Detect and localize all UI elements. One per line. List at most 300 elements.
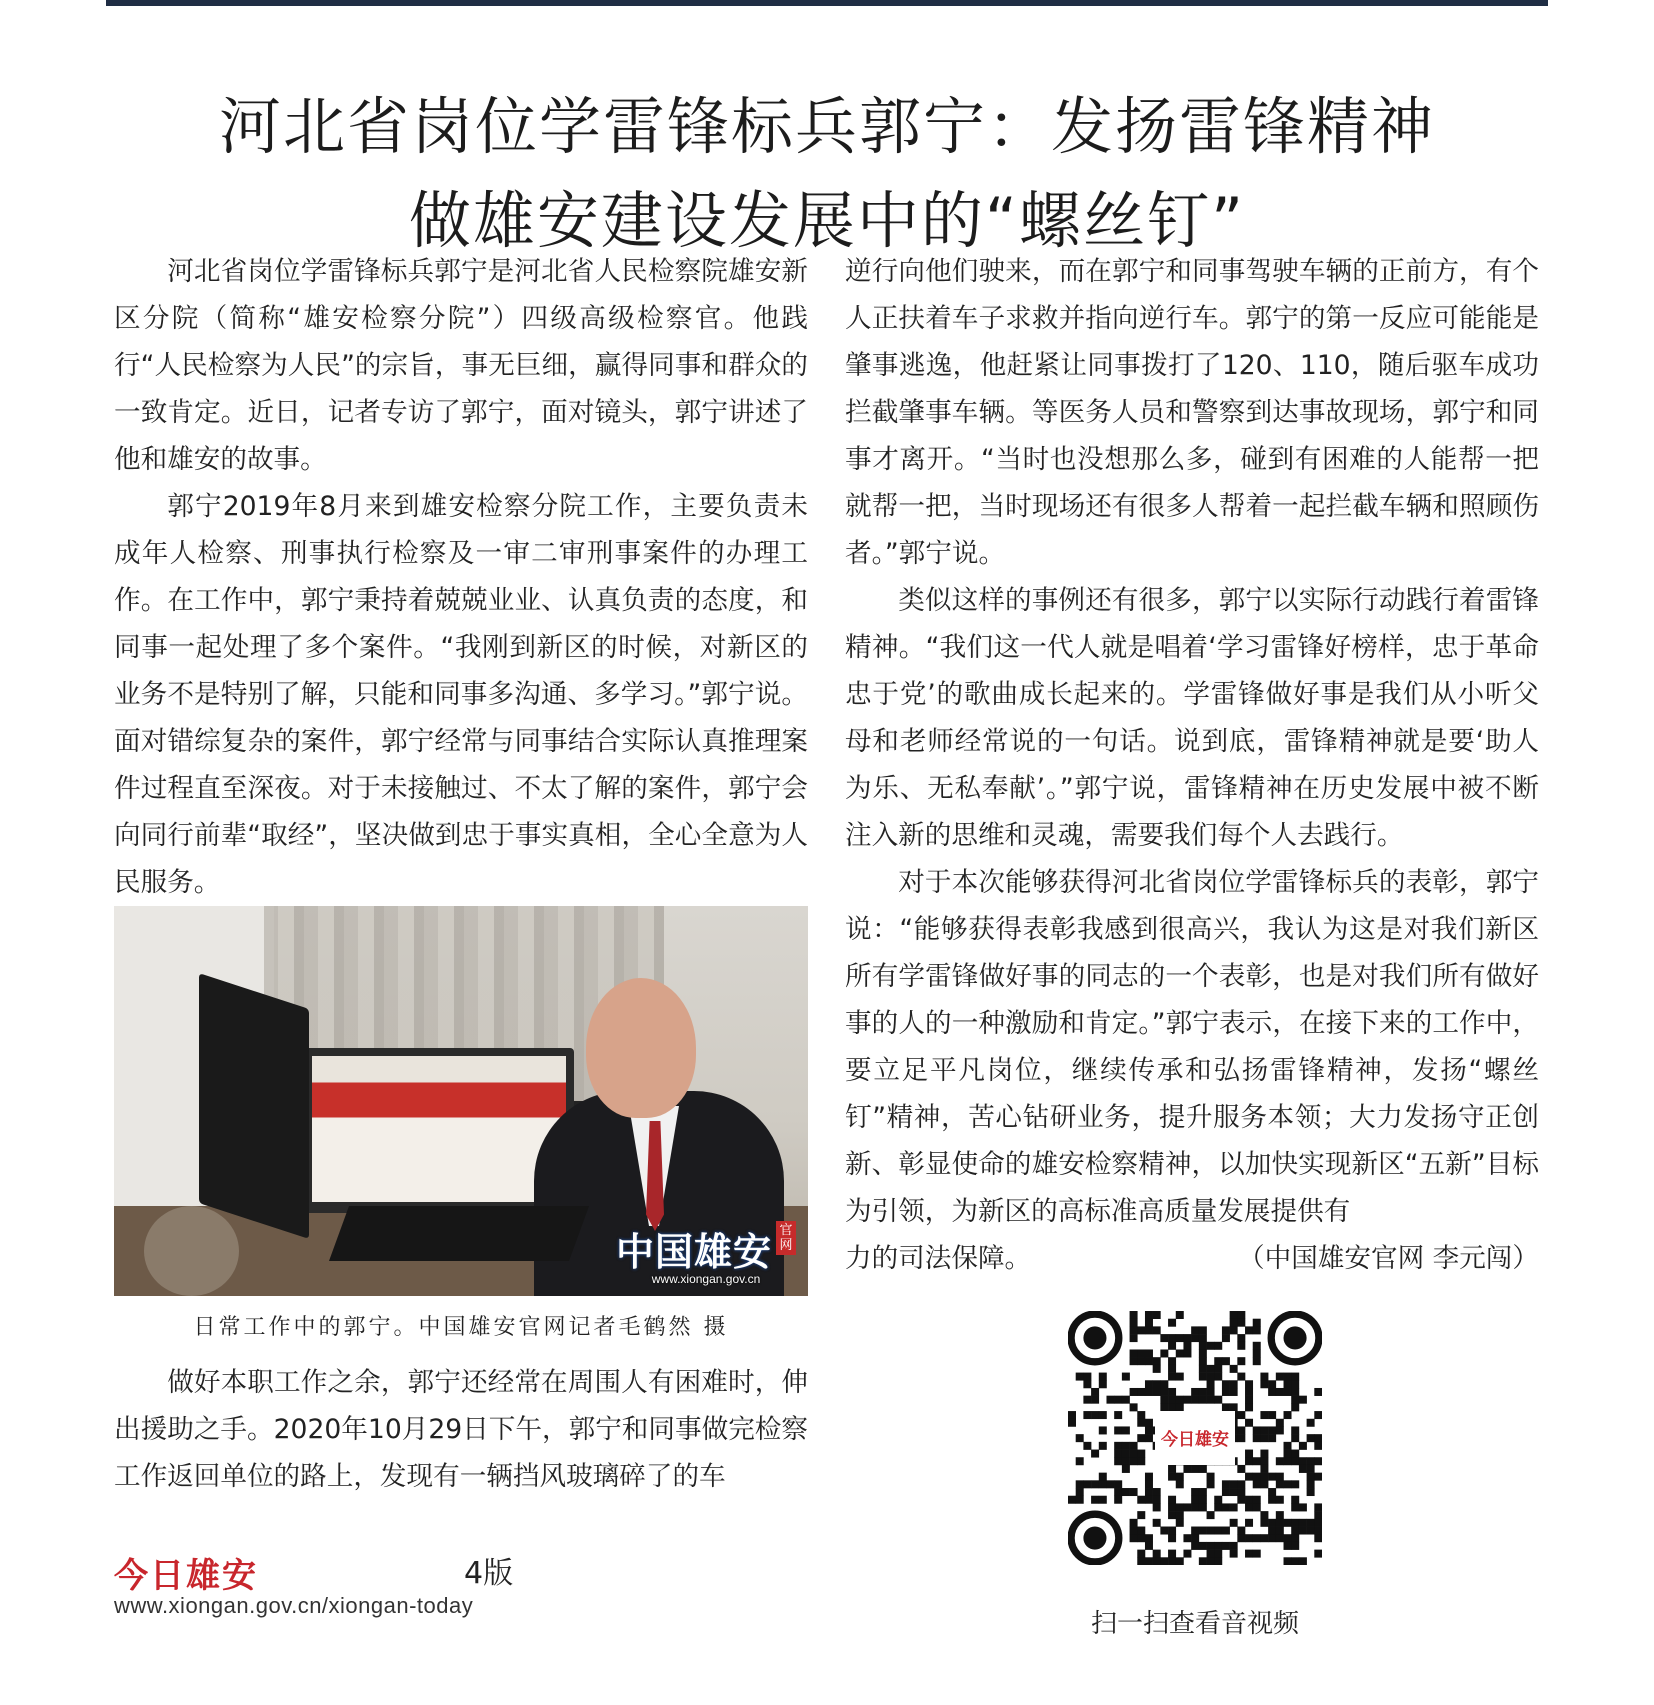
- qr-module: [1230, 1319, 1238, 1327]
- qr-module: [1083, 1380, 1091, 1388]
- qr-module: [1276, 1519, 1284, 1527]
- qr-module: [1191, 1503, 1199, 1511]
- qr-module: [1153, 1557, 1161, 1565]
- qr-module: [1276, 1496, 1284, 1504]
- qr-module: [1276, 1426, 1284, 1434]
- qr-module: [1207, 1473, 1215, 1481]
- qr-module: [1245, 1450, 1253, 1458]
- qr-module: [1176, 1396, 1184, 1404]
- qr-module: [1168, 1534, 1176, 1542]
- qr-module: [1307, 1488, 1315, 1496]
- qr-module: [1284, 1411, 1292, 1419]
- qr-module: [1207, 1380, 1215, 1388]
- qr-module: [1268, 1388, 1276, 1396]
- qr-module: [1260, 1457, 1268, 1465]
- qr-module: [1153, 1365, 1161, 1373]
- qr-module: [1314, 1457, 1322, 1465]
- qr-module: [1284, 1457, 1292, 1465]
- qr-module: [1191, 1534, 1199, 1542]
- qr-module: [1199, 1357, 1207, 1365]
- qr-module: [1222, 1503, 1230, 1511]
- qr-module: [1253, 1534, 1261, 1542]
- qr-module: [1176, 1403, 1184, 1411]
- qr-module: [1176, 1373, 1184, 1381]
- paragraph-intro: 河北省岗位学雷锋标兵郭宁是河北省人民检察院雄安新区分院（简称“雄安检察分院”）四级高级检察官。他践行“人民检察为人民”的宗旨，事无巨细，赢得同事和群众的一致肯定。近日，记者专访了郭宁，面对镜头，郭宁讲述了他和雄安的故事。: [114, 256, 808, 475]
- photo-watermark: [616, 1221, 796, 1286]
- qr-module: [1168, 1334, 1176, 1342]
- qr-module: [1245, 1519, 1253, 1527]
- qr-module: [1168, 1473, 1176, 1481]
- qr-module: [1099, 1380, 1107, 1388]
- qr-module: [1245, 1534, 1253, 1542]
- qr-module: [1260, 1511, 1268, 1519]
- qr-module: [1130, 1519, 1138, 1527]
- qr-module: [1199, 1488, 1207, 1496]
- qr-module: [1091, 1411, 1099, 1419]
- qr-module: [1199, 1542, 1207, 1550]
- qr-module: [1207, 1396, 1215, 1404]
- qr-module: [1268, 1534, 1276, 1542]
- qr-module: [1314, 1434, 1322, 1442]
- qr-module: [1314, 1503, 1322, 1511]
- qr-module: [1222, 1480, 1230, 1488]
- qr-module: [1160, 1334, 1168, 1342]
- qr-module: [1268, 1519, 1276, 1527]
- qr-module: [1307, 1473, 1315, 1481]
- qr-module: [1183, 1396, 1191, 1404]
- byline: （中国雄安官网 李元闯）: [1238, 1243, 1539, 1274]
- qr-module: [1253, 1434, 1261, 1442]
- qr-module: [1299, 1457, 1307, 1465]
- qr-module: [1230, 1480, 1238, 1488]
- left-column-bottom: [114, 1359, 808, 1500]
- qr-module: [1122, 1442, 1130, 1450]
- qr-module: [1237, 1411, 1245, 1419]
- qr-module: [1160, 1380, 1168, 1388]
- qr-module: [1314, 1442, 1322, 1450]
- qr-module: [1199, 1349, 1207, 1357]
- qr-module: [1153, 1388, 1161, 1396]
- qr-center-label: 今日雄安: [1161, 1430, 1229, 1450]
- qr-module: [1168, 1557, 1176, 1565]
- qr-module: [1237, 1334, 1245, 1342]
- qr-module: [1214, 1503, 1222, 1511]
- qr-module: [1237, 1357, 1245, 1365]
- footer-url-link[interactable]: www.xiongan.gov.cn/xiongan-today: [114, 1593, 474, 1618]
- qr-module: [1137, 1411, 1145, 1419]
- qr-module: [1237, 1434, 1245, 1442]
- qr-module: [1199, 1373, 1207, 1381]
- qr-module: [1137, 1326, 1145, 1334]
- qr-module: [1153, 1550, 1161, 1558]
- qr-module: [1245, 1380, 1253, 1388]
- qr-module: [1076, 1373, 1084, 1381]
- qr-module: [1153, 1496, 1161, 1504]
- qr-module: [1068, 1411, 1076, 1419]
- right-column: [845, 248, 1539, 1290]
- qr-module: [1183, 1503, 1191, 1511]
- qr-module: [1183, 1550, 1191, 1558]
- qr-module: [1183, 1334, 1191, 1342]
- qr-module: [1130, 1450, 1138, 1458]
- qr-module: [1130, 1388, 1138, 1396]
- qr-module: [1268, 1473, 1276, 1481]
- qr-module: [1137, 1388, 1145, 1396]
- qr-module: [1145, 1557, 1153, 1565]
- qr-module: [1130, 1319, 1138, 1327]
- qr-module: [1114, 1442, 1122, 1450]
- qr-module: [1299, 1503, 1307, 1511]
- qr-module: [1314, 1519, 1322, 1527]
- qr-module: [1130, 1527, 1138, 1535]
- qr-module: [1253, 1342, 1261, 1350]
- qr-module: [1207, 1542, 1215, 1550]
- qr-module: [1076, 1488, 1084, 1496]
- qr-module: [1137, 1534, 1145, 1542]
- qr-module: [1099, 1373, 1107, 1381]
- footer-logo: 今日雄安: [114, 1556, 258, 1596]
- paragraph-help: 做好本职工作之余，郭宁还经常在周围人有困难时，伸出援助之手。2020年10月29日下午，郭宁和同事做完检察工作返回单位的路上，发现有一辆挡风玻璃碎了的车: [114, 1367, 808, 1492]
- qr-module: [1299, 1519, 1307, 1527]
- qr-module: [1130, 1311, 1138, 1319]
- qr-module: [1145, 1473, 1153, 1481]
- qr-module: [1099, 1442, 1107, 1450]
- qr-module: [1291, 1388, 1299, 1396]
- watermark-seal: 官网: [776, 1221, 796, 1255]
- qr-module: [1284, 1450, 1292, 1458]
- qr-module: [1091, 1480, 1099, 1488]
- qr-module: [1253, 1496, 1261, 1504]
- qr-module: [1137, 1527, 1145, 1535]
- paragraph-work: 郭宁2019年8月来到雄安检察分院工作，主要负责未成年人检察、刑事执行检察及一审二审刑事案件的办理工作。在工作中，郭宁秉持着兢兢业业、认真负责的态度，和同事一起处理了多个案件。“我刚到新区的时候，对新区的业务不是特别了解，只能和同事多沟通、多学习。”郭宁说。面对错综复杂的案件，郭宁经常与同事结合实际认真推理案件过程直至深夜。对于未接触过、不太了解的案件，郭宁会向同行前辈“取经”，坚决做到忠于事实真相，全心全意为人民服务。: [114, 491, 808, 896]
- qr-module: [1122, 1457, 1130, 1465]
- qr-module: [1114, 1411, 1122, 1419]
- qr-module: [1237, 1373, 1245, 1381]
- qr-module: [1253, 1349, 1261, 1357]
- qr-module: [1176, 1519, 1184, 1527]
- qr-module: [1253, 1550, 1261, 1558]
- qr-module: [1191, 1488, 1199, 1496]
- qr-module: [1145, 1534, 1153, 1542]
- qr-module: [1245, 1388, 1253, 1396]
- qr-module: [1199, 1503, 1207, 1511]
- qr-module: [1114, 1480, 1122, 1488]
- qr-module: [1214, 1496, 1222, 1504]
- qr-module: [1160, 1396, 1168, 1404]
- qr-module: [1237, 1534, 1245, 1542]
- qr-module: [1168, 1365, 1176, 1373]
- article-photo: [114, 906, 808, 1296]
- qr-module: [1199, 1388, 1207, 1396]
- qr-module: [1137, 1450, 1145, 1458]
- qr-module: [1245, 1496, 1253, 1504]
- qr-module: [1245, 1326, 1253, 1334]
- qr-module: [1160, 1527, 1168, 1535]
- photo-monitor-side: [199, 973, 309, 1239]
- qr-module: [1214, 1542, 1222, 1550]
- qr-module: [1130, 1442, 1138, 1450]
- qr-module: [1145, 1326, 1153, 1334]
- qr-module: [1168, 1319, 1176, 1327]
- qr-module: [1253, 1503, 1261, 1511]
- photo-cup: [144, 1206, 239, 1296]
- qr-module: [1130, 1326, 1138, 1334]
- qr-module: [1214, 1357, 1222, 1365]
- qr-module: [1106, 1480, 1114, 1488]
- qr-module: [1214, 1373, 1222, 1381]
- qr-module: [1191, 1527, 1199, 1535]
- qr-module: [1207, 1550, 1215, 1558]
- qr-module: [1291, 1496, 1299, 1504]
- qr-module: [1314, 1527, 1322, 1535]
- closing-line: [845, 1235, 1539, 1282]
- qr-module: [1091, 1388, 1099, 1396]
- title-line-1: 河北省岗位学雷锋标兵郭宁：发扬雷锋精神: [218, 89, 1435, 163]
- qr-module: [1191, 1496, 1199, 1504]
- qr-module: [1168, 1465, 1176, 1473]
- qr-module: [1122, 1450, 1130, 1458]
- qr-module: [1137, 1457, 1145, 1465]
- qr-module: [1268, 1527, 1276, 1535]
- qr-module: [1076, 1496, 1084, 1504]
- qr-module: [1245, 1550, 1253, 1558]
- qr-module: [1307, 1457, 1315, 1465]
- qr-module: [1176, 1349, 1184, 1357]
- qr-module: [1253, 1326, 1261, 1334]
- qr-module: [1145, 1426, 1153, 1434]
- qr-module: [1222, 1527, 1230, 1535]
- qr-module: [1083, 1373, 1091, 1381]
- qr-module: [1253, 1457, 1261, 1465]
- qr-module: [1130, 1457, 1138, 1465]
- qr-module: [1083, 1480, 1091, 1488]
- qr-module: [1199, 1527, 1207, 1535]
- qr-module: [1299, 1442, 1307, 1450]
- qr-module: [1222, 1357, 1230, 1365]
- qr-module: [1114, 1457, 1122, 1465]
- qr-module: [1268, 1488, 1276, 1496]
- qr-module: [1207, 1511, 1215, 1519]
- qr-module: [1245, 1503, 1253, 1511]
- qr-module: [1291, 1480, 1299, 1488]
- qr-module: [1068, 1496, 1076, 1504]
- qr-module: [1122, 1426, 1130, 1434]
- qr-module: [1314, 1550, 1322, 1558]
- qr-module: [1207, 1342, 1215, 1350]
- qr-module: [1260, 1534, 1268, 1542]
- qr-module: [1137, 1434, 1145, 1442]
- qr-module: [1291, 1380, 1299, 1388]
- qr-module: [1230, 1388, 1238, 1396]
- qr-module: [1291, 1557, 1299, 1565]
- page-title: [106, 80, 1548, 268]
- qr-module: [1291, 1450, 1299, 1458]
- watermark-url: www.xiongan.gov.cn: [651, 1272, 761, 1286]
- qr-module: [1214, 1557, 1222, 1565]
- qr-module: [1214, 1550, 1222, 1558]
- qr-module: [1291, 1519, 1299, 1527]
- qr-module: [1199, 1557, 1207, 1565]
- qr-module: [1291, 1403, 1299, 1411]
- qr-module: [1114, 1496, 1122, 1504]
- qr-module: [1145, 1480, 1153, 1488]
- qr-module: [1137, 1349, 1145, 1357]
- qr-module: [1253, 1426, 1261, 1434]
- qr-module: [1299, 1396, 1307, 1404]
- qr-module: [1291, 1542, 1299, 1550]
- qr-module: [1299, 1557, 1307, 1565]
- qr-module: [1299, 1465, 1307, 1473]
- qr-module: [1145, 1311, 1153, 1319]
- qr-module: [1291, 1534, 1299, 1542]
- qr-module: [1260, 1473, 1268, 1481]
- qr-module: [1222, 1334, 1230, 1342]
- qr-module: [1214, 1527, 1222, 1535]
- qr-module: [1176, 1480, 1184, 1488]
- qr-module: [1191, 1388, 1199, 1396]
- qr-module: [1253, 1357, 1261, 1365]
- qr-module: [1245, 1419, 1253, 1427]
- qr-module: [1276, 1511, 1284, 1519]
- qr-module: [1230, 1488, 1238, 1496]
- qr-module: [1176, 1334, 1184, 1342]
- qr-module: [1291, 1457, 1299, 1465]
- qr-module: [1160, 1557, 1168, 1565]
- qr-module: [1168, 1496, 1176, 1504]
- qr-module: [1230, 1542, 1238, 1550]
- qr-module: [1291, 1434, 1299, 1442]
- qr-module: [1307, 1480, 1315, 1488]
- qr-module: [1183, 1342, 1191, 1350]
- qr-module: [1153, 1311, 1161, 1319]
- qr-module: [1168, 1511, 1176, 1519]
- qr-module: [1276, 1480, 1284, 1488]
- qr-module: [1083, 1396, 1091, 1404]
- qr-module: [1199, 1334, 1207, 1342]
- qr-module: [1260, 1426, 1268, 1434]
- qr-module: [1307, 1527, 1315, 1535]
- qr-module: [1199, 1326, 1207, 1334]
- qr-module: [1268, 1380, 1276, 1388]
- qr-module: [1314, 1534, 1322, 1542]
- qr-module: [1076, 1457, 1084, 1465]
- qr-module: [1145, 1349, 1153, 1357]
- qr-module: [1168, 1403, 1176, 1411]
- qr-module: [1191, 1396, 1199, 1404]
- photo-caption: 日常工作中的郭宁。中国雄安官网记者毛鹤然 摄: [193, 1315, 729, 1340]
- qr-module: [1253, 1473, 1261, 1481]
- qr-module: [1222, 1542, 1230, 1550]
- qr-module: [1160, 1388, 1168, 1396]
- qr-module: [1153, 1357, 1161, 1365]
- qr-module: [1106, 1396, 1114, 1404]
- qr-module: [1253, 1480, 1261, 1488]
- qr-module: [1183, 1465, 1191, 1473]
- qr-module: [1284, 1480, 1292, 1488]
- qr-module: [1099, 1411, 1107, 1419]
- qr-module: [1253, 1319, 1261, 1327]
- qr-module: [1307, 1519, 1315, 1527]
- qr-module: [1237, 1426, 1245, 1434]
- qr-module: [1076, 1480, 1084, 1488]
- qr-module: [1153, 1326, 1161, 1334]
- qr-module: [1214, 1365, 1222, 1373]
- qr-module: [1076, 1434, 1084, 1442]
- qr-module: [1183, 1534, 1191, 1542]
- qr-finder-dot: [1083, 1326, 1106, 1349]
- qr-module: [1237, 1527, 1245, 1535]
- title-line-2: 做雄安建设发展中的“螺丝钉”: [408, 183, 1246, 257]
- qr-module: [1230, 1365, 1238, 1373]
- qr-module: [1268, 1426, 1276, 1434]
- qr-module: [1291, 1503, 1299, 1511]
- qr-module: [1137, 1419, 1145, 1427]
- qr-module: [1260, 1411, 1268, 1419]
- qr-scan-label: 扫一扫查看音视频: [1090, 1609, 1299, 1639]
- qr-module: [1199, 1465, 1207, 1473]
- qr-module: [1122, 1396, 1130, 1404]
- page-number: 4版: [464, 1556, 514, 1591]
- qr-module: [1137, 1557, 1145, 1565]
- qr-module: [1268, 1434, 1276, 1442]
- qr-module: [1268, 1496, 1276, 1504]
- paragraph-spirit: 类似这样的事例还有很多，郭宁以实际行动践行着雷锋精神。“我们这一代人就是唱着‘学习雷锋好榜样，忠于革命忠于党’的歌曲成长起来的。学雷锋做好事是我们从小听父母和老师经常说的一句话。说到底，雷锋精神就是要‘助人为乐、无私奉献’。”郭宁说，雷锋精神在历史发展中被不断注入新的思维和灵魂，需要我们每个人去践行。: [845, 585, 1539, 851]
- qr-module: [1122, 1465, 1130, 1473]
- qr-module: [1068, 1419, 1076, 1427]
- qr-module: [1122, 1373, 1130, 1381]
- qr-module: [1168, 1373, 1176, 1381]
- qr-module: [1237, 1488, 1245, 1496]
- qr-module: [1183, 1349, 1191, 1357]
- qr-module: [1145, 1380, 1153, 1388]
- qr-code[interactable]: [1068, 1311, 1322, 1565]
- qr-module: [1145, 1434, 1153, 1442]
- qr-module: [1145, 1419, 1153, 1427]
- qr-module: [1191, 1334, 1199, 1342]
- qr-module: [1291, 1426, 1299, 1434]
- qr-module: [1160, 1349, 1168, 1357]
- qr-module: [1145, 1542, 1153, 1550]
- qr-module: [1176, 1511, 1184, 1519]
- qr-module: [1237, 1319, 1245, 1327]
- qr-module: [1130, 1488, 1138, 1496]
- qr-module: [1314, 1511, 1322, 1519]
- qr-module: [1222, 1403, 1230, 1411]
- watermark-text: 中国雄安: [615, 1229, 772, 1274]
- qr-module: [1291, 1527, 1299, 1535]
- qr-module: [1083, 1442, 1091, 1450]
- qr-module: [1260, 1450, 1268, 1458]
- qr-module: [1099, 1496, 1107, 1504]
- qr-module: [1168, 1503, 1176, 1511]
- qr-module: [1276, 1527, 1284, 1535]
- qr-module: [1176, 1311, 1184, 1319]
- photo-keyboard: [329, 1206, 589, 1261]
- qr-module: [1299, 1527, 1307, 1535]
- qr-module: [1145, 1388, 1153, 1396]
- qr-module: [1168, 1388, 1176, 1396]
- qr-module: [1260, 1465, 1268, 1473]
- qr-module: [1191, 1465, 1199, 1473]
- qr-module: [1137, 1511, 1145, 1519]
- qr-module: [1268, 1411, 1276, 1419]
- qr-module: [1214, 1342, 1222, 1350]
- qr-module: [1260, 1373, 1268, 1381]
- qr-module: [1222, 1380, 1230, 1388]
- qr-module: [1137, 1496, 1145, 1504]
- qr-module: [1230, 1403, 1238, 1411]
- qr-module: [1284, 1380, 1292, 1388]
